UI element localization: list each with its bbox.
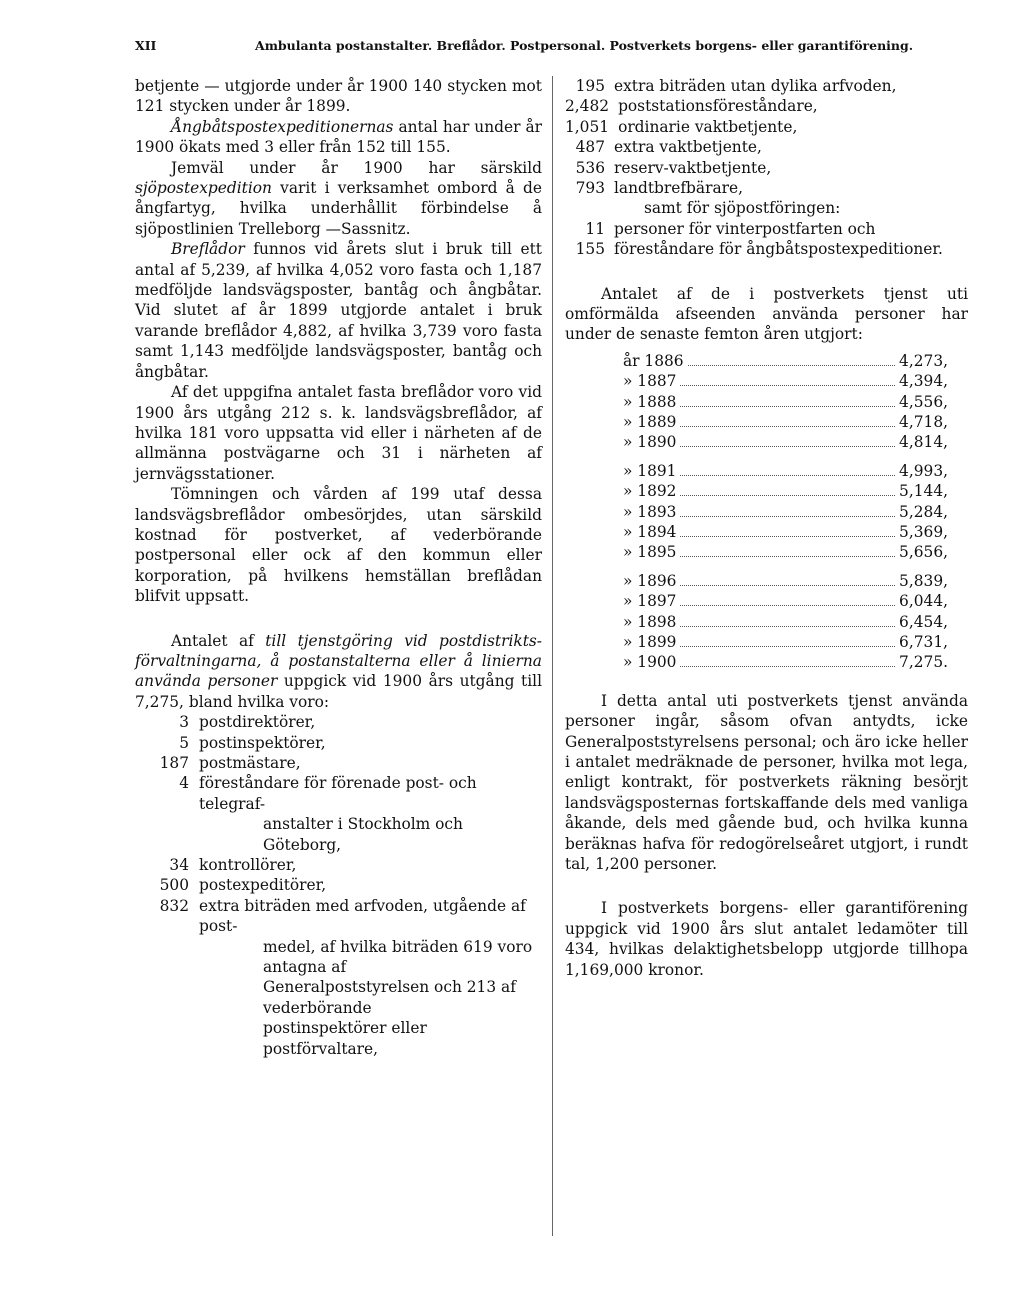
table-row: » 1899 6,731, (623, 632, 948, 651)
list-item: 536 reserv-vaktbetjente, (575, 158, 772, 177)
table-row: » 1895 5,656, (623, 543, 948, 562)
list-item: 832 extra biträden med arfvoden, utgående af post- (159, 896, 526, 936)
list-item: anstalter i Stockholm och Göteborg, (263, 815, 463, 854)
paragraph-excluded-personnel: I detta antal uti postverkets tjenst använda personer ingår, såsom ofvan antydts, icke Generalpoststyrelsens personal; och äro icke heller i antalet medräknade de personer, hvilka mot lega, enligt kontrakt, för postverkets räkning besörjt landsvägsposternas fortskaffande dels med vanliga åkande, dels med gående bud, och hvilka kunna beräknas hafva för redogörelseåret utgjort, i rundt tal, 1,200 personer. (565, 691, 968, 873)
running-header (135, 38, 965, 58)
right-column (565, 76, 968, 980)
table-row: » 1891 4,993, (623, 461, 948, 480)
table-row: » 1900 7,275. (623, 653, 948, 672)
paragraph-vaktbetjente-count: betjente — utgjorde under år 1900 140 stycken mot 121 stycken under år 1899. (135, 77, 542, 116)
table-row: » 1888 4,556, (623, 392, 948, 411)
emphasis-term: Breflådor (171, 240, 245, 259)
paragraph-guarantee-association: I postverkets borgens- eller garantiförening uppgick vid 1900 års slut antalet ledamöter till 434, hvilkas delaktighetsbelopp utgjorde tillhopa 1,169,000 kronor. (565, 899, 968, 979)
list-item: 3 postdirektörer, (179, 713, 316, 732)
list-item: 487 extra vaktbetjente, (575, 138, 762, 157)
paragraph-staff-intro: Antalet af till tjenstgöring vid postdistrikts-förvaltningarna, å postanstalterna eller å linierna använda personer uppgick vid 1900 års utgång till 7,275, bland hvilka voro: (135, 631, 542, 711)
table-row: » 1897 6,044, (623, 592, 948, 611)
table-row: » 1887 4,394, (623, 372, 948, 391)
paragraph-emptying: Tömningen och vården af 199 utaf dessa landsvägsbreflådor ombesörjdes, utan särskild kostnad för postverket, af vederbörande postpersonal eller ock af den kommun eller korporation, på hvilkens hemställan breflådan blifvit uppsatt. (135, 485, 542, 606)
paragraph-steamboat-offices: Ångbåtspostexpeditionernas antal har under år 1900 ökats med 3 eller från 152 till 155. (135, 117, 542, 157)
emphasis-term: sjöpostexpedition (135, 179, 272, 198)
list-item: postinspektörer eller postförvaltare, (263, 1019, 427, 1058)
list-item: 793 landtbrefbärare, (575, 179, 743, 198)
staff-list-right (565, 76, 968, 260)
table-row: år 1886 4,273, (623, 351, 948, 370)
list-item: 11 personer för vinterpostfarten och (585, 219, 876, 238)
table-row: » 1893 5,284, (623, 502, 948, 521)
paragraph-letterboxes: Breflådor funnos vid årets slut i bruk till ett antal af 5,239, af hvilka 4,052 voro fasta och 1,187 medföljde landsvägsposter, bantåg och ångbåtar. Vid slutet af år 1899 utgjorde antalet i bruk varande breflådor 4,882, af hvilka 3,739 voro fasta samt 1,143 medföljde landsvägsposter, bantåg och ångbåtar. (135, 240, 542, 381)
running-title: Ambulanta postanstalter. Breflådor. Postpersonal. Postverkets borgens- eller garantiförening. (255, 38, 914, 53)
yearly-totals-table (623, 351, 948, 673)
emphasis-term: Ångbåtspostexpeditionernas (171, 117, 394, 136)
page-number: XII (135, 38, 157, 53)
emphasis-term: till tjenstgöring vid postdistrikts-förvaltningarna, å postanstalterna eller å linierna använda personer (135, 631, 542, 691)
table-row: » 1898 6,454, (623, 612, 948, 631)
column-divider (552, 76, 553, 1236)
left-column (135, 76, 542, 1059)
list-item: 187 postmästare, (159, 754, 301, 772)
table-row: » 1896 5,839, (623, 571, 948, 590)
table-row: » 1892 5,144, (623, 482, 948, 501)
list-item: Generalpoststyrelsen och 213 af vederbörande (263, 978, 516, 1017)
list-item: 5 postinspektörer, (179, 733, 326, 752)
list-item: 155 föreståndare för ångbåtspostexpeditioner. (575, 240, 943, 259)
list-item: 500 postexpeditörer, (159, 876, 327, 895)
list-item: 1,051 ordinarie vaktbetjente, (565, 117, 798, 136)
paragraph-fifteen-years: Antalet af de i postverkets tjenst uti omförmälda afseenden använda personer har under de senaste femton åren utgjort: (565, 284, 968, 344)
table-row: » 1894 5,369, (623, 523, 948, 541)
list-item: 2,482 poststationsföreståndare, (565, 97, 818, 116)
staff-list-left (135, 712, 542, 1059)
table-row: » 1890 4,814, (623, 433, 948, 452)
list-item: 195 extra biträden utan dylika arfvoden, (575, 77, 897, 95)
list-item: medel, af hvilka biträden 619 voro antagna af (263, 937, 533, 977)
table-row: » 1889 4,718, (623, 413, 948, 432)
paragraph-sea-post: Jemväl under år 1900 har särskild sjöpostexpedition varit i verksamhet ombord å de ångfartyg, hvilka underhållit förbindelse å sjöpostlinien Trelleborg —Sassnitz. (135, 158, 542, 238)
list-item: samt för sjöpostföringen: (644, 199, 841, 218)
list-item: 4 föreståndare för förenade post- och telegraf- (179, 774, 477, 813)
paragraph-road-letterboxes: Af det uppgifna antalet fasta breflådor voro vid 1900 års utgång 212 s. k. landsvägsbreflådor, af hvilka 181 voro uppsatta vid eller i närheten af de allmänna postvägarne och 31 i närheten af jernvägsstationer. (135, 383, 542, 483)
list-item: 34 kontrollörer, (169, 856, 297, 875)
